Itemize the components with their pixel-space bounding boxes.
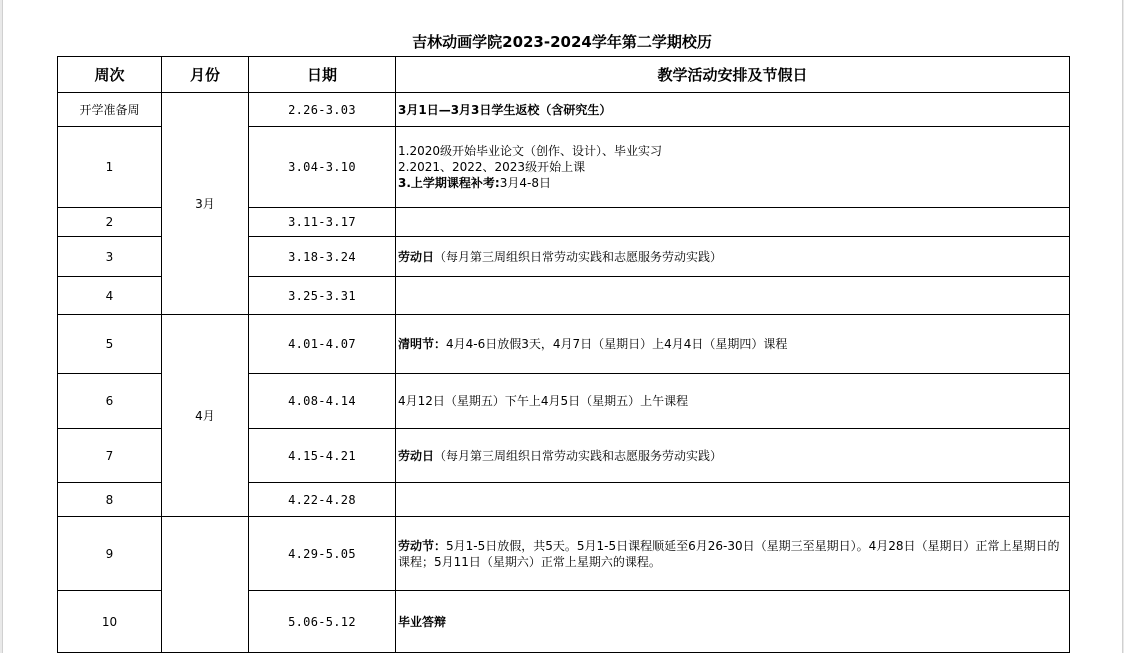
date-cell: 4.08-4.14 [249, 374, 396, 429]
header-month: 月份 [162, 57, 249, 93]
calendar-table [57, 56, 1070, 653]
calendar-title: 吉林动画学院2023-2024学年第二学期校历 [412, 33, 712, 51]
activity-cell [396, 374, 1070, 429]
activity-cell [396, 517, 1070, 591]
header-row [58, 57, 1070, 93]
activity-bold: 劳动日 [398, 249, 435, 264]
week-cell: 9 [58, 517, 162, 591]
activity-text: （每月第三周组织日常劳动实践和志愿服务劳动实践） [434, 249, 723, 264]
header-date: 日期 [249, 57, 396, 93]
activity-text: 5月1-5日放假，共5天。5月1-5日课程顺延至6月26-30日（星期三至星期日）。4月28日（星期日）正常上星期日的课程；5月11日（星期六）正常上星期六的课程。 [398, 538, 1060, 569]
activity-bold: 清明节： [398, 337, 447, 351]
week-cell: 3 [58, 237, 162, 277]
activity-cell [396, 237, 1070, 277]
date-cell: 2.26-3.03 [249, 93, 396, 127]
week-cell: 7 [58, 429, 162, 483]
activity-cell [396, 591, 1070, 653]
activity-bold: 3月1日—3月3日学生返校（含研究生） [398, 102, 612, 117]
activity-line [398, 175, 1061, 191]
week-cell: 5 [58, 315, 162, 374]
activity-cell [396, 208, 1070, 237]
activity-bold: 劳动节： [398, 538, 447, 553]
activity-cell [396, 429, 1070, 483]
date-cell: 3.11-3.17 [249, 208, 396, 237]
activity-cell [396, 93, 1070, 127]
table-row [58, 93, 1070, 127]
date-cell: 4.22-4.28 [249, 483, 396, 517]
table-row [58, 315, 1070, 374]
activity-bold: 3.上学期课程补考: [398, 176, 500, 190]
activity-bold: 毕业答辩 [398, 614, 447, 629]
week-cell: 6 [58, 374, 162, 429]
date-cell: 4.01-4.07 [249, 315, 396, 374]
activity-cell [396, 277, 1070, 315]
date-cell: 4.29-5.05 [249, 517, 396, 591]
date-cell: 3.18-3.24 [249, 237, 396, 277]
activity-text: （每月第三周组织日常劳动实践和志愿服务劳动实践） [434, 448, 723, 463]
month-cell-april: 4月 [162, 315, 249, 517]
month-cell-may [162, 517, 249, 653]
activity-line: 1.2020级开始毕业论文（创作、设计）、毕业实习 [398, 144, 662, 158]
activity-line: 2.2021、2022、2023级开始上课 [398, 160, 586, 174]
week-cell: 10 [58, 591, 162, 653]
activity-text: 3月4-8日 [499, 176, 551, 190]
activity-cell [396, 483, 1070, 517]
date-cell: 4.15-4.21 [249, 429, 396, 483]
date-cell: 3.25-3.31 [249, 277, 396, 315]
week-cell: 1 [58, 127, 162, 208]
week-cell: 开学准备周 [58, 93, 162, 127]
activity-cell [396, 315, 1070, 374]
date-cell: 3.04-3.10 [249, 127, 396, 208]
activity-text: 4月4-6日放假3天，4月7日（星期日）上4月4日（星期四）课程 [446, 337, 788, 351]
activity-cell [396, 127, 1070, 208]
week-cell: 8 [58, 483, 162, 517]
activity-bold: 劳动日 [398, 448, 435, 463]
activity-text: 4月12日（星期五）下午上4月5日（星期五）上午课程 [398, 394, 689, 408]
week-cell: 4 [58, 277, 162, 315]
date-cell: 5.06-5.12 [249, 591, 396, 653]
table-row [58, 517, 1070, 591]
header-activity: 教学活动安排及节假日 [396, 57, 1070, 93]
month-cell-march: 3月 [162, 93, 249, 315]
header-week: 周次 [58, 57, 162, 93]
week-cell: 2 [58, 208, 162, 237]
